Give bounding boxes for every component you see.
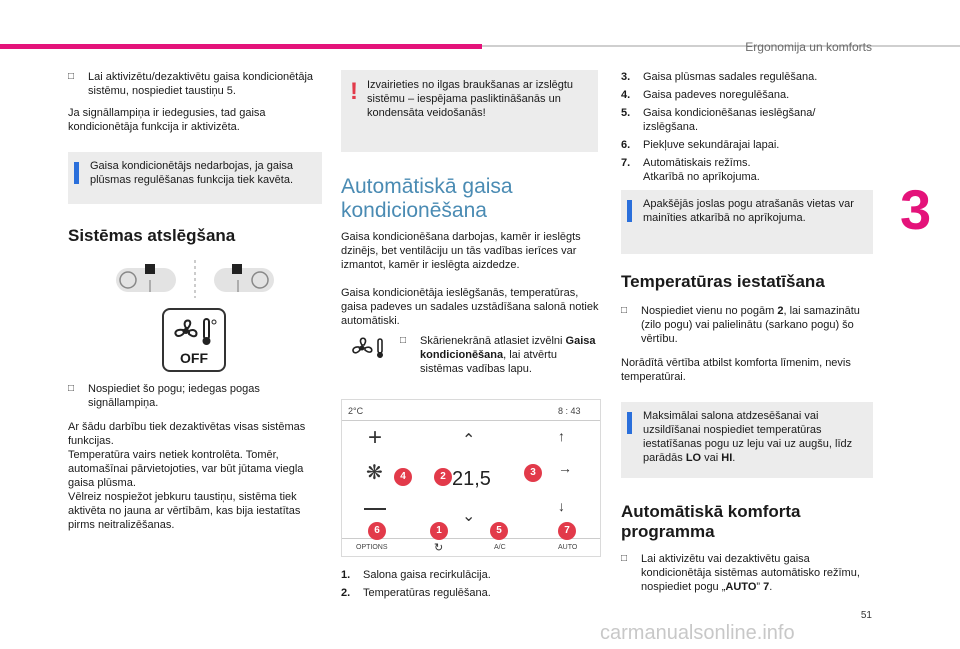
info-box <box>621 402 873 478</box>
screen-divider <box>342 420 600 421</box>
off-button <box>162 308 226 372</box>
chapter-number: 3 <box>900 178 932 241</box>
info-text: Apakšējās joslas pogu atrašanās vietas var mainīties atkarībā no aprīkojuma. <box>643 198 854 224</box>
list-item: 6. Piekļuve sekundārajai lapai. <box>621 139 780 151</box>
temperature-value: 21,5 <box>452 468 491 490</box>
section-heading: Temperatūras iestatīšana <box>621 272 825 291</box>
list-item: 4. Gaisa padeves noregulēšana. <box>621 89 790 101</box>
info-text: Maksimālai salona atdzesēšanai vai uzsildīšanai nospiediet temperatūras iestatīšanas pogu uz leju vai uz augšu, līdz parādās LO vai HI. <box>643 410 853 464</box>
top-divider <box>482 45 960 47</box>
callout-marker: 6 <box>368 522 386 540</box>
off-label: OFF <box>180 350 208 366</box>
list-item: 2. Temperatūras regulēšana. <box>341 587 491 599</box>
bullet-icon: □ <box>621 305 628 316</box>
paragraph: Ar šādu darbību tiek dezaktivētas visas sistēmas funkcijas. <box>68 421 306 447</box>
paragraph: Gaisa kondicionētāja ieslēgšanās, temperatūras, gaisa padeves un sadales uzstādīšana salonā notiek automātiski. <box>341 287 599 327</box>
section-heading: Automātiskā komforta programma <box>621 502 801 541</box>
bullet-text: Lai aktivizētu/dezaktivētu gaisa kondicionētāja sistēmu, nospiediet taustiņu 5. <box>88 71 314 97</box>
info-icon <box>627 200 632 222</box>
bullet-temp <box>621 304 869 346</box>
list-item: 3. Gaisa plūsmas sadales regulēšana. <box>621 71 818 83</box>
bullet-icon: □ <box>68 383 75 394</box>
paragraph: Vēlreiz nospiežot jebkuru taustiņu, sistēma tiek aktivēta no jauna ar vērtībām, kas bija iestatītas pirms neitralizēšanas. <box>68 491 301 531</box>
fan-icon <box>172 316 218 346</box>
paragraph: Norādītā vērtība atbilst komforta līmenim, nevis temperatūrai. <box>621 357 851 383</box>
section-heading: Sistēmas atslēgšana <box>68 226 236 245</box>
numbered-list <box>341 568 601 600</box>
bullet-text: Skārienekrānā atlasiet izvēlni Gaisa kondicionēšana, lai atvērtu sistēmas vadības lapu. <box>420 335 596 375</box>
warning-text: Izvairieties no ilgas braukšanas ar izslēgtu sistēmu – iespējama pasliktināšanās un kondensāta veidošanās! <box>367 79 574 119</box>
info-box <box>621 190 873 254</box>
callout-marker: 7 <box>558 522 576 540</box>
callout-marker: 2 <box>434 468 452 486</box>
paragraph: Gaisa kondicionēšana darbojas, kamēr ir ieslēgts dzinējs, bet ventilāciju un tās vadības ierīces var izmantot, kamēr ir ieslēgta aizdedze. <box>341 231 581 271</box>
clock: 8 : 43 <box>558 406 581 416</box>
list-item: 7. Automātiskais režīms. Atkarībā no aprīkojuma. <box>621 157 760 183</box>
options-button[interactable]: OPTIONS <box>356 544 388 551</box>
warning-icon: ! <box>350 78 358 105</box>
section-heading: Automātiskā gaisa kondicionēšana <box>341 175 513 222</box>
top-accent-bar <box>0 44 482 49</box>
bullet-press <box>68 382 318 410</box>
bullet-text: Lai aktivizētu vai dezaktivētu gaisa kondicionētāja sistēmas automātisko režīmu, nospiediet pogu „AUTO” 7. <box>641 553 860 593</box>
list-item: 1. Salona gaisa recirkulācija. <box>341 569 491 581</box>
callout-marker: 5 <box>490 522 508 540</box>
watermark: carmanualsonline.info <box>600 622 795 644</box>
bullet-icon: □ <box>68 71 75 82</box>
bullet-text: Nospiediet vienu no pogām 2, lai samazinātu (zilo pogu) vai palielinātu (sarkano pogu) šo vērtību. <box>641 305 860 345</box>
list-item: 5. Gaisa kondicionēšanas ieslēgšana/ izslēgšana. <box>621 107 816 133</box>
airflow-body-icon[interactable]: → <box>558 460 572 476</box>
info-icon <box>627 412 632 434</box>
info-text: Gaisa kondicionētājs nedarbojas, ja gaisa plūsmas regulēšanas funkcija tiek kavēta. <box>90 160 294 186</box>
callout-marker: 3 <box>524 464 542 482</box>
touchscreen-illustration <box>341 399 601 557</box>
chevron-down-icon[interactable]: ⌄ <box>462 508 476 525</box>
bullet-auto <box>621 552 869 594</box>
bullet-touchscreen <box>400 334 600 376</box>
warning-box <box>341 70 598 152</box>
info-box <box>68 152 322 204</box>
bullet-icon: □ <box>621 553 628 564</box>
plus-icon[interactable]: + <box>368 424 383 451</box>
fan-speed-icon[interactable]: ❋ <box>366 462 383 484</box>
outside-temperature: 2°C <box>348 406 364 416</box>
paragraph: Ja signāllampiņa ir iedegusies, tad gaisa kondicionētāja funkcija ir aktivizēta. <box>68 107 266 133</box>
numbered-list <box>621 70 866 184</box>
minus-icon[interactable] <box>364 508 386 510</box>
auto-button[interactable]: AUTO <box>558 544 578 551</box>
bullet-icon: □ <box>400 335 407 346</box>
page-number: 51 <box>860 610 872 621</box>
paragraph: Temperatūra vairs netiek kontrolēta. Tomēr, automašīnai pārvietojoties, var būt jūtama viegla gaisa plūsma. <box>68 449 304 489</box>
info-icon <box>74 162 79 184</box>
ac-button[interactable]: A/C <box>494 544 506 551</box>
chevron-up-icon[interactable]: ⌃ <box>462 432 476 449</box>
airflow-feet-icon[interactable]: ↓ <box>558 498 565 514</box>
callout-marker: 1 <box>430 522 448 540</box>
recirculation-icon[interactable]: ↻ <box>434 542 444 554</box>
climate-menu-icon <box>350 336 392 360</box>
callout-marker: 4 <box>394 468 412 486</box>
steering-wheel-illustration <box>110 258 280 300</box>
bullet-activate <box>68 70 318 98</box>
bullet-text: Nospiediet šo pogu; iedegas pogas signāllampiņa. <box>88 383 260 409</box>
airflow-face-icon[interactable]: ↑ <box>558 428 565 444</box>
chapter-title: Ergonomija un komforts <box>745 40 872 54</box>
